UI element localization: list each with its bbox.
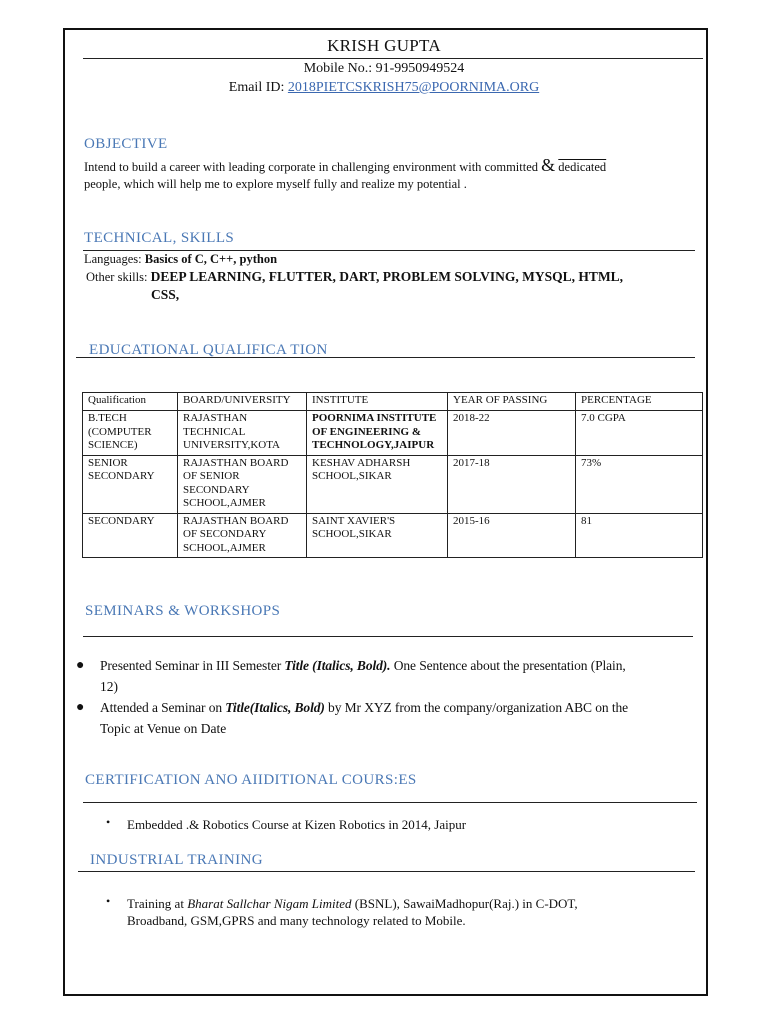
- seminar-item-2-title: Title(Italics, Bold): [225, 700, 325, 715]
- email-line: [0, 80, 768, 96]
- objective-line-2: people, which will help me to explore myself fully and realize my potential .: [84, 177, 467, 191]
- objective-ampersand: &: [541, 155, 556, 175]
- seminars-heading: SEMINARS & WORKSHOPS: [85, 603, 281, 619]
- objective-text-b: dedicated: [558, 160, 607, 174]
- board-cell: RAJASTHAN BOARD OF SECONDARY SCHOOL,AJMER: [178, 513, 307, 558]
- training-item-1: [127, 895, 578, 913]
- institute-cell: KESHAV ADHARSH SCHOOL,SIKAR: [307, 455, 448, 513]
- candidate-name: KRISH GUPTA: [327, 36, 441, 55]
- seminar-item-2-desc: by Mr XYZ from the company/organization ABC on the: [324, 700, 629, 715]
- year-cell: 2017-18: [448, 455, 576, 513]
- other-skills-value: DEEP LEARNING, FLUTTER, DART, PROBLEM SOLVING, MYSQL, HTML,: [150, 269, 624, 284]
- qualification-cell: SECONDARY: [83, 513, 178, 558]
- languages-label: Languages:: [84, 252, 145, 266]
- languages-value: Basics of C, C++, python: [144, 252, 278, 266]
- skills-heading: TECHNICAL, SKILLS: [84, 230, 235, 246]
- certification-heading: CERTIFICATION ANO AIIDITIONAL COURS:ES: [85, 772, 417, 788]
- board-cell: RAJASTHAN TECHNICAL UNIVERSITY,KOTA: [178, 411, 307, 456]
- education-table: [82, 392, 703, 558]
- training-heading: INDUSTRIAL TRAINING: [90, 852, 264, 868]
- year-cell: 2018-22: [448, 411, 576, 456]
- email-link[interactable]: 2018PIETCSKRISH75@POORNIMA.ORG: [287, 80, 540, 95]
- percentage-cell: 7.0 CGPA: [576, 411, 703, 456]
- seminar-item-2-text: Attended a Seminar on: [100, 700, 226, 715]
- training-item-1-text: Training at: [127, 896, 188, 911]
- email-label: Email ID:: [228, 80, 288, 95]
- seminar-item-1-text: Presented Seminar in III Semester: [100, 658, 285, 673]
- column-header: INSTITUTE: [307, 393, 448, 411]
- seminar-item-1-cont: 12): [100, 679, 118, 694]
- institute-cell: SAINT XAVIER'S SCHOOL,SIKAR: [307, 513, 448, 558]
- certification-divider: [83, 802, 697, 803]
- other-skills-value-cont: CSS,: [151, 287, 180, 302]
- seminar-item-2: [100, 697, 628, 718]
- other-skills-label: Other skills:: [86, 270, 151, 284]
- bullet-icon: •: [106, 894, 111, 908]
- training-item-1-cont: Broadband, GSM,GPRS and many technology related to Mobile.: [127, 913, 466, 928]
- column-header: PERCENTAGE: [576, 393, 703, 411]
- objective-text-a: Intend to build a career with leading corporate in challenging environment with committed: [84, 160, 542, 174]
- certification-item-1: Embedded .& Robotics Course at Kizen Robotics in 2014, Jaipur: [127, 817, 467, 832]
- training-divider: [78, 871, 695, 872]
- other-skills-line: [86, 268, 623, 286]
- education-divider: [76, 357, 695, 358]
- bullet-icon: ●: [76, 700, 85, 715]
- table-row: [83, 513, 703, 558]
- seminar-item-1-title: Title (Italics, Bold).: [284, 658, 391, 673]
- year-cell: 2015-16: [448, 513, 576, 558]
- header-divider: [83, 58, 703, 59]
- mobile-label: Mobile No.:: [303, 61, 376, 76]
- table-row: [83, 411, 703, 456]
- education-heading: EDUCATIONAL QUALIFICA TION: [89, 342, 328, 358]
- objective-heading: OBJECTIVE: [84, 136, 168, 152]
- board-cell: RAJASTHAN BOARD OF SENIOR SECONDARY SCHOOL,AJMER: [178, 455, 307, 513]
- qualification-cell: B.TECH (COMPUTER SCIENCE): [83, 411, 178, 456]
- qualification-cell: SENIOR SECONDARY: [83, 455, 178, 513]
- objective-line-1: [84, 156, 606, 176]
- institute-cell: POORNIMA INSTITUTE OF ENGINEERING & TECHNOLOGY,JAIPUR: [307, 411, 448, 456]
- seminar-item-2-cont: Topic at Venue on Date: [100, 721, 227, 736]
- languages-line: [84, 250, 277, 268]
- table-row: [83, 455, 703, 513]
- bullet-icon: •: [106, 815, 111, 829]
- percentage-cell: 81: [576, 513, 703, 558]
- seminar-item-1: [100, 655, 626, 676]
- column-header: YEAR OF PASSING: [448, 393, 576, 411]
- table-header-row: [83, 393, 703, 411]
- mobile-value: 91-9950949524: [375, 61, 465, 76]
- mobile-line: [0, 61, 768, 77]
- seminar-item-1-desc: One Sentence about the presentation (Plain,: [390, 658, 626, 673]
- column-header: BOARD/UNIVERSITY: [178, 393, 307, 411]
- column-header: Qualification: [83, 393, 178, 411]
- seminars-divider: [83, 636, 693, 637]
- training-item-1-company: Bharat Sallchar Nigam Limited: [187, 896, 352, 911]
- percentage-cell: 73%: [576, 455, 703, 513]
- training-item-1-desc: (BSNL), SawaiMadhopur(Raj.) in C-DOT,: [351, 896, 578, 911]
- bullet-icon: ●: [76, 658, 85, 673]
